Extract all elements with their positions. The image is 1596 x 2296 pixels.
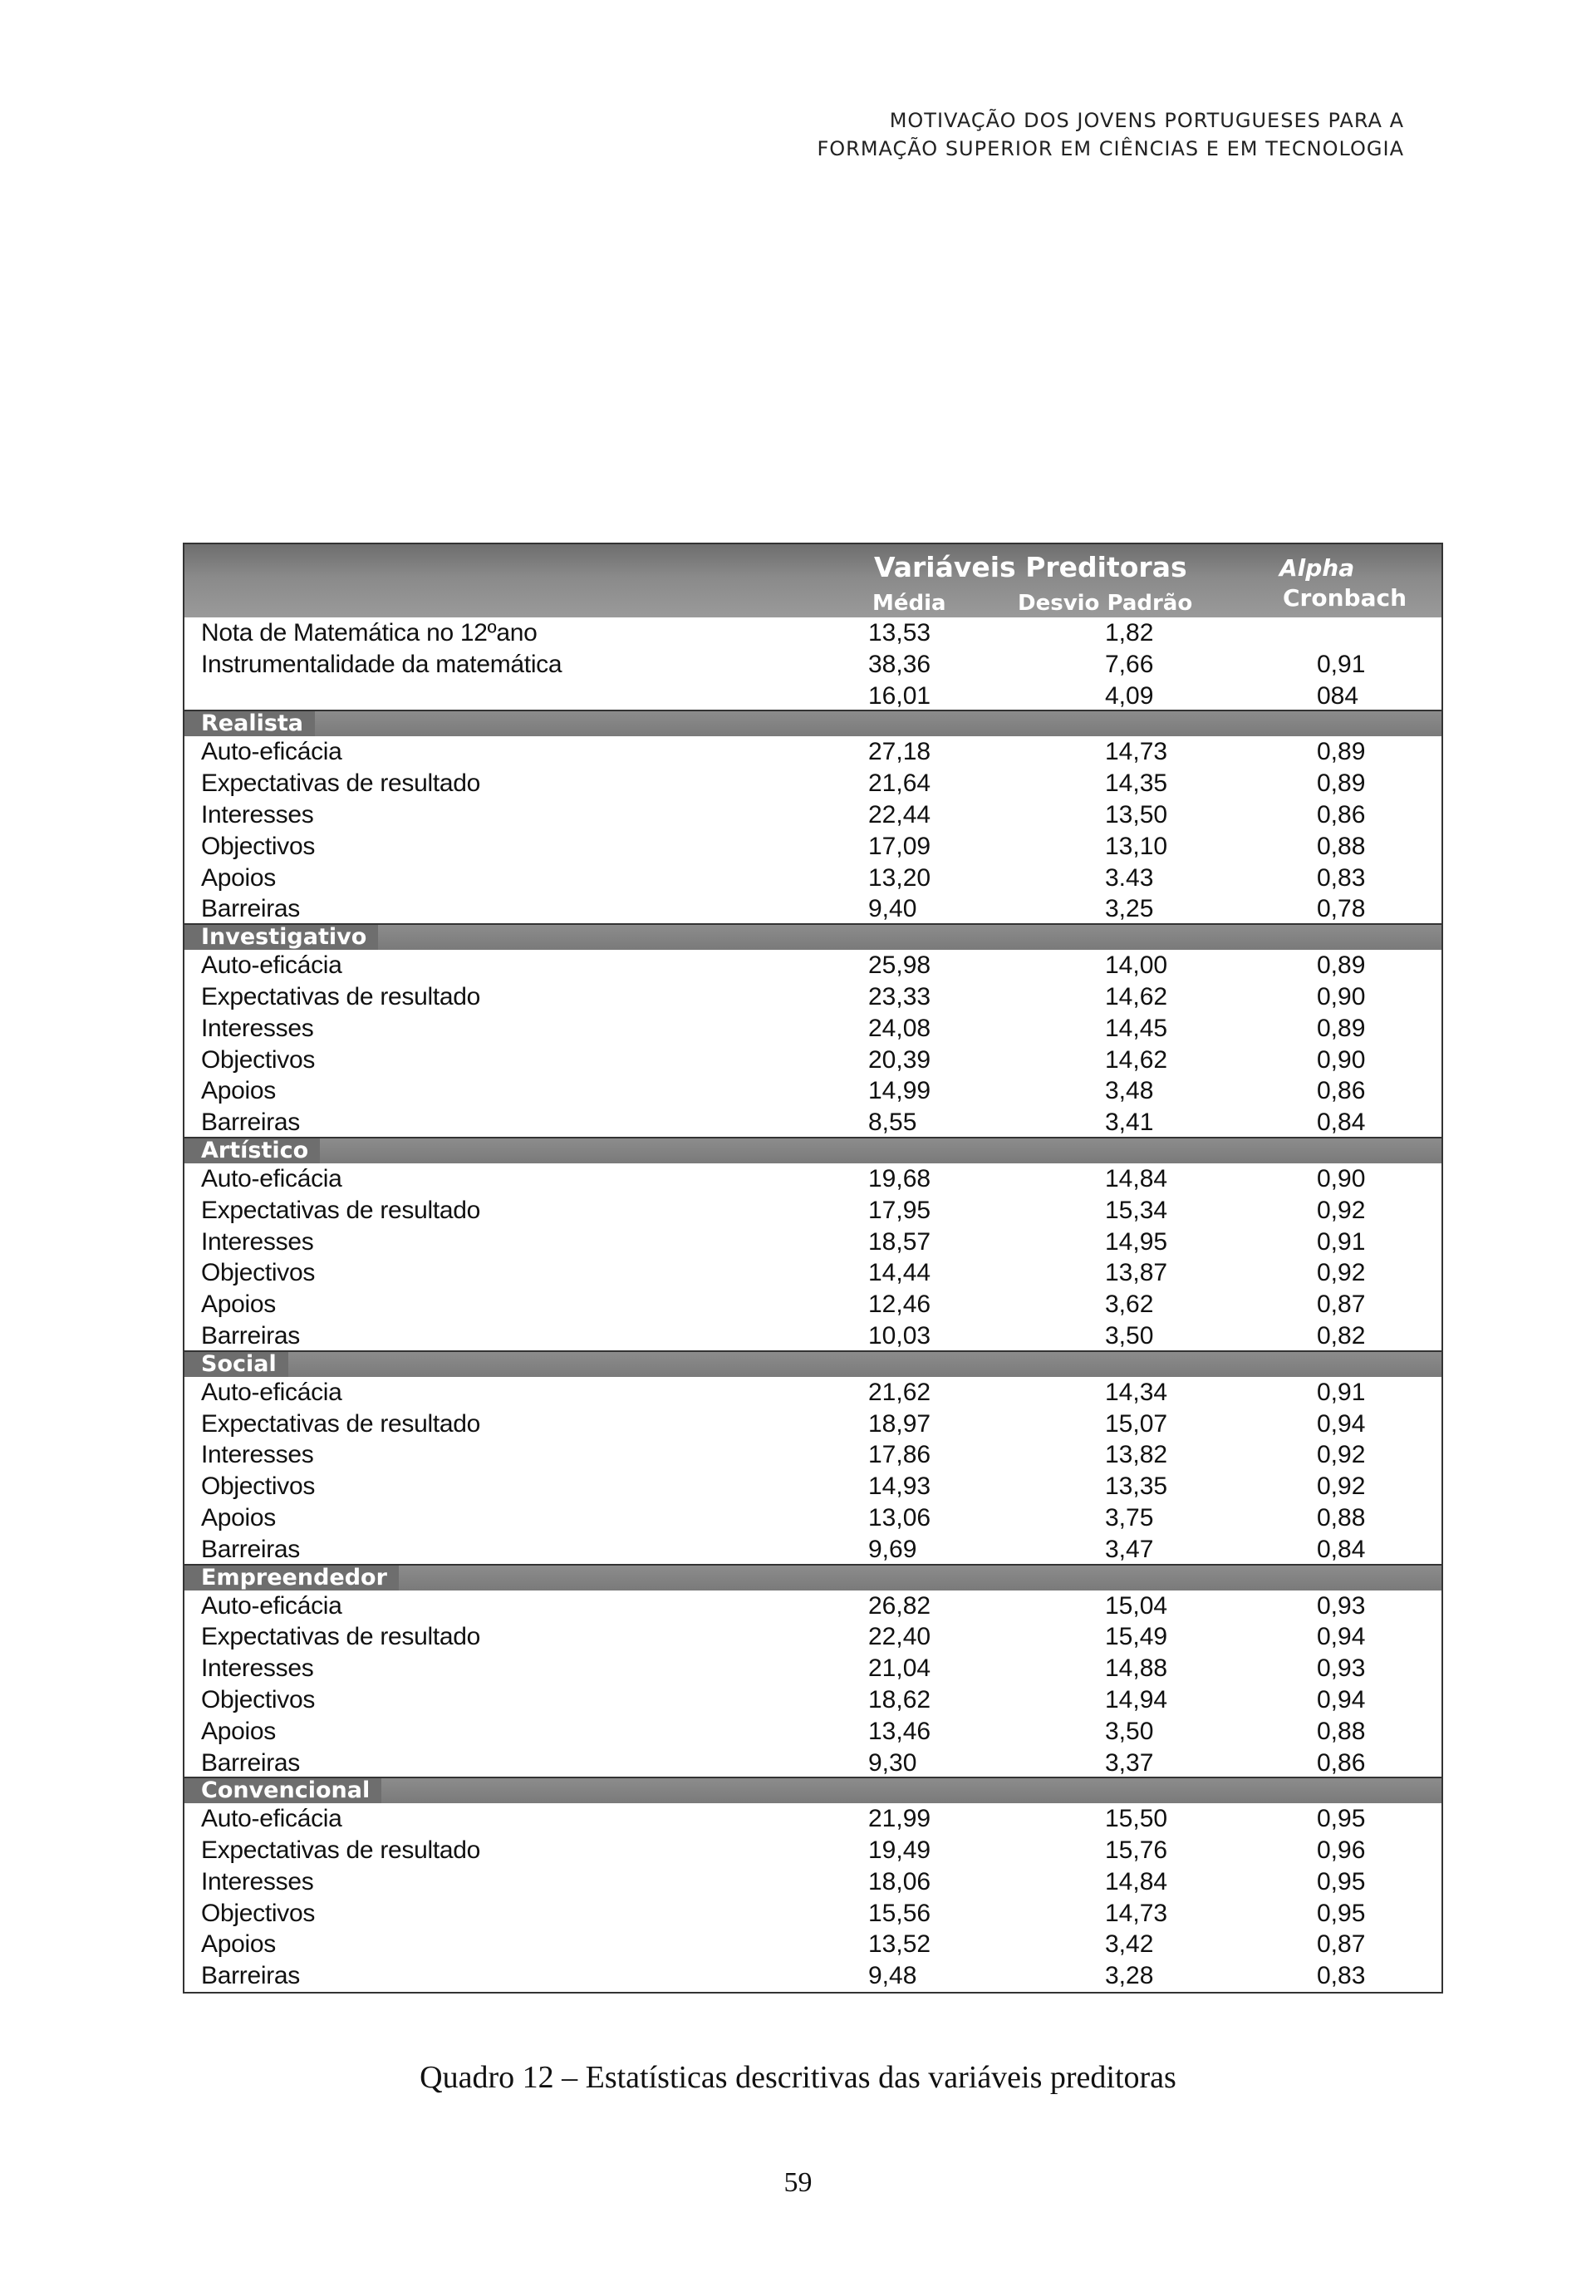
cell-media: 18,62 xyxy=(868,1685,931,1713)
table-row xyxy=(184,1534,1441,1566)
cell-alpha-cronbach: 0,84 xyxy=(1317,1535,1366,1563)
cell-alpha-cronbach: 0,87 xyxy=(1317,1930,1366,1959)
cell-alpha-cronbach: 0,89 xyxy=(1317,1014,1366,1042)
row-label: Interesses xyxy=(201,1654,314,1683)
row-label: Auto-eficácia xyxy=(201,951,342,980)
cell-desvio-padrao: 3,62 xyxy=(1105,1291,1154,1319)
cell-alpha-cronbach: 0,91 xyxy=(1317,1227,1366,1256)
cell-alpha-cronbach: 0,82 xyxy=(1317,1321,1366,1350)
table-row xyxy=(184,1590,1441,1622)
cell-desvio-padrao: 3,50 xyxy=(1105,1321,1154,1350)
cell-alpha-cronbach: 0,95 xyxy=(1317,1899,1366,1927)
table-row xyxy=(184,893,1441,925)
cell-desvio-padrao: 13,10 xyxy=(1105,832,1168,860)
cell-media: 21,04 xyxy=(868,1654,931,1683)
cell-media: 13,06 xyxy=(868,1503,931,1531)
table-row xyxy=(184,1748,1441,1779)
cell-alpha-cronbach: 0,91 xyxy=(1317,650,1366,678)
cell-desvio-padrao: 13,50 xyxy=(1105,800,1168,828)
section-label: Realista xyxy=(184,711,315,736)
table-row xyxy=(184,1409,1441,1440)
row-label: Auto-eficácia xyxy=(201,1164,342,1192)
cell-alpha-cronbach: 0,92 xyxy=(1317,1196,1366,1224)
table-row xyxy=(184,863,1441,894)
table-row xyxy=(184,1898,1441,1930)
row-label: Interesses xyxy=(201,1441,314,1469)
cell-alpha-cronbach: 0,93 xyxy=(1317,1654,1366,1683)
row-label: Interesses xyxy=(201,1227,314,1256)
header-alpha: Alpha xyxy=(1279,554,1355,582)
row-label: Barreiras xyxy=(201,895,300,923)
cell-media: 24,08 xyxy=(868,1014,931,1042)
row-label: Expectativas de resultado xyxy=(201,1409,481,1438)
row-label: Auto-eficácia xyxy=(201,1591,342,1620)
table-row xyxy=(184,1163,1441,1195)
row-label: Apoios xyxy=(201,1077,276,1105)
cell-desvio-padrao: 3,25 xyxy=(1105,895,1154,923)
cell-media: 14,93 xyxy=(868,1472,931,1501)
page-number: 59 xyxy=(783,2167,813,2198)
table-row xyxy=(184,1013,1441,1045)
table-header xyxy=(184,544,1441,617)
cell-alpha-cronbach: 0,91 xyxy=(1317,1378,1366,1406)
cell-media: 16,01 xyxy=(868,681,931,710)
row-label: Auto-eficácia xyxy=(201,738,342,766)
row-label: Barreiras xyxy=(201,1109,300,1137)
row-label: Barreiras xyxy=(201,1748,300,1777)
cell-media: 22,44 xyxy=(868,800,931,828)
section-label: Investigativo xyxy=(184,925,378,950)
table-row xyxy=(184,1929,1441,1960)
cell-media: 23,33 xyxy=(868,982,931,1010)
section-label: Convencional xyxy=(184,1778,381,1803)
cell-media: 13,20 xyxy=(868,863,931,892)
cell-desvio-padrao: 3,42 xyxy=(1105,1930,1154,1959)
section-header xyxy=(184,1138,1441,1163)
cell-desvio-padrao: 15,07 xyxy=(1105,1409,1168,1438)
table-row xyxy=(184,681,1441,712)
cell-alpha-cronbach: 0,96 xyxy=(1317,1836,1366,1865)
cell-desvio-padrao: 14,95 xyxy=(1105,1227,1168,1256)
cell-media: 13,46 xyxy=(868,1717,931,1745)
row-label: Nota de Matemática no 12ºano xyxy=(201,619,538,647)
table-row xyxy=(184,1866,1441,1898)
row-label: Interesses xyxy=(201,1014,314,1042)
cell-desvio-padrao: 7,66 xyxy=(1105,650,1154,678)
cell-alpha-cronbach: 0,83 xyxy=(1317,1962,1366,1990)
cell-desvio-padrao: 3,37 xyxy=(1105,1748,1154,1777)
cell-media: 19,68 xyxy=(868,1164,931,1192)
cell-media: 27,18 xyxy=(868,738,931,766)
table-row xyxy=(184,768,1441,799)
cell-desvio-padrao: 3,47 xyxy=(1105,1535,1154,1563)
table-row xyxy=(184,1257,1441,1289)
cell-desvio-padrao: 15,50 xyxy=(1105,1805,1168,1833)
cell-media: 9,30 xyxy=(868,1748,917,1777)
section-header xyxy=(184,1352,1441,1377)
cell-desvio-padrao: 13,82 xyxy=(1105,1441,1168,1469)
table-row xyxy=(184,1803,1441,1835)
cell-media: 25,98 xyxy=(868,951,931,980)
cell-media: 17,09 xyxy=(868,832,931,860)
row-label: Expectativas de resultado xyxy=(201,1623,481,1651)
row-label: Barreiras xyxy=(201,1535,300,1563)
cell-alpha-cronbach: 0,94 xyxy=(1317,1685,1366,1713)
cell-desvio-padrao: 3,50 xyxy=(1105,1717,1154,1745)
cell-alpha-cronbach: 0,89 xyxy=(1317,951,1366,980)
row-label: Expectativas de resultado xyxy=(201,982,481,1010)
row-label: Apoios xyxy=(201,1930,276,1959)
table-row xyxy=(184,1377,1441,1409)
section-label: Social xyxy=(184,1352,288,1377)
table-row xyxy=(184,649,1441,681)
cell-desvio-padrao: 14,62 xyxy=(1105,1045,1168,1074)
table-row xyxy=(184,1320,1441,1352)
table-body xyxy=(184,617,1441,1992)
table-row xyxy=(184,1439,1441,1471)
cell-alpha-cronbach: 0,88 xyxy=(1317,832,1366,860)
header-desvio-padrao: Desvio Padrão xyxy=(1018,591,1193,616)
table-row xyxy=(184,981,1441,1013)
table-row xyxy=(184,1684,1441,1716)
table-row xyxy=(184,1107,1441,1138)
table-row xyxy=(184,831,1441,863)
cell-alpha-cronbach: 0,90 xyxy=(1317,1164,1366,1192)
cell-desvio-padrao: 14,34 xyxy=(1105,1378,1168,1406)
table-row xyxy=(184,950,1441,981)
row-label: Apoios xyxy=(201,1717,276,1745)
cell-alpha-cronbach: 0,89 xyxy=(1317,769,1366,798)
table-row xyxy=(184,1653,1441,1684)
cell-desvio-padrao: 3,41 xyxy=(1105,1109,1154,1137)
row-label: Apoios xyxy=(201,863,276,892)
table-row xyxy=(184,1227,1441,1258)
cell-media: 13,53 xyxy=(868,619,931,647)
table-row xyxy=(184,617,1441,649)
row-label: Objectivos xyxy=(201,1899,316,1927)
cell-alpha-cronbach: 0,92 xyxy=(1317,1472,1366,1501)
table-row xyxy=(184,1075,1441,1107)
row-label: Interesses xyxy=(201,1867,314,1895)
cell-media: 18,06 xyxy=(868,1867,931,1895)
cell-desvio-padrao: 13,87 xyxy=(1105,1259,1168,1287)
cell-desvio-padrao: 15,04 xyxy=(1105,1591,1168,1620)
row-label: Apoios xyxy=(201,1503,276,1531)
row-label: Objectivos xyxy=(201,832,316,860)
running-header xyxy=(498,106,1404,163)
table-caption: Quadro 12 – Estatísticas descritivas das variáveis preditoras xyxy=(420,2060,1176,2095)
cell-media: 14,99 xyxy=(868,1077,931,1105)
row-label: Auto-eficácia xyxy=(201,1378,342,1406)
header-variaveis-preditoras: Variáveis Preditoras xyxy=(874,551,1187,583)
cell-alpha-cronbach: 0,92 xyxy=(1317,1441,1366,1469)
cell-desvio-padrao: 14,35 xyxy=(1105,769,1168,798)
row-label: Auto-eficácia xyxy=(201,1805,342,1833)
cell-alpha-cronbach: 0,94 xyxy=(1317,1623,1366,1651)
cell-alpha-cronbach: 084 xyxy=(1317,681,1359,710)
row-label: Barreiras xyxy=(201,1321,300,1350)
cell-alpha-cronbach: 0,83 xyxy=(1317,863,1366,892)
table-row xyxy=(184,799,1441,831)
cell-desvio-padrao: 3,28 xyxy=(1105,1962,1154,1990)
cell-alpha-cronbach: 0,84 xyxy=(1317,1109,1366,1137)
cell-media: 13,52 xyxy=(868,1930,931,1959)
table-row xyxy=(184,1716,1441,1748)
cell-media: 17,95 xyxy=(868,1196,931,1224)
table-row xyxy=(184,1045,1441,1076)
table-row xyxy=(184,1835,1441,1866)
cell-media: 8,55 xyxy=(868,1109,917,1137)
cell-desvio-padrao: 14,88 xyxy=(1105,1654,1168,1683)
cell-media: 20,39 xyxy=(868,1045,931,1074)
cell-desvio-padrao: 14,62 xyxy=(1105,982,1168,1010)
cell-media: 26,82 xyxy=(868,1591,931,1620)
cell-media: 12,46 xyxy=(868,1291,931,1319)
table-row xyxy=(184,1502,1441,1534)
cell-media: 17,86 xyxy=(868,1441,931,1469)
cell-media: 21,64 xyxy=(868,769,931,798)
cell-alpha-cronbach: 0,88 xyxy=(1317,1717,1366,1745)
running-header-line-1: MOTIVAÇÃO DOS JOVENS PORTUGUESES PARA A xyxy=(889,109,1404,132)
row-label: Objectivos xyxy=(201,1685,316,1713)
cell-alpha-cronbach: 0,95 xyxy=(1317,1805,1366,1833)
descriptive-statistics-table xyxy=(183,543,1443,1994)
cell-desvio-padrao: 3.43 xyxy=(1105,863,1154,892)
table-row xyxy=(184,1960,1441,1992)
table-row xyxy=(184,1471,1441,1502)
cell-alpha-cronbach: 0,87 xyxy=(1317,1291,1366,1319)
cell-desvio-padrao: 1,82 xyxy=(1105,619,1154,647)
cell-desvio-padrao: 13,35 xyxy=(1105,1472,1168,1501)
cell-media: 18,57 xyxy=(868,1227,931,1256)
cell-media: 38,36 xyxy=(868,650,931,678)
table-row xyxy=(184,1289,1441,1320)
row-label: Objectivos xyxy=(201,1259,316,1287)
cell-media: 19,49 xyxy=(868,1836,931,1865)
cell-media: 9,40 xyxy=(868,895,917,923)
cell-desvio-padrao: 15,34 xyxy=(1105,1196,1168,1224)
cell-media: 15,56 xyxy=(868,1899,931,1927)
cell-alpha-cronbach: 0,89 xyxy=(1317,738,1366,766)
header-cronbach: Cronbach xyxy=(1283,584,1407,612)
section-header xyxy=(184,1566,1441,1590)
cell-alpha-cronbach: 0,86 xyxy=(1317,1748,1366,1777)
cell-desvio-padrao: 14,73 xyxy=(1105,1899,1168,1927)
cell-alpha-cronbach: 0,92 xyxy=(1317,1259,1366,1287)
cell-desvio-padrao: 15,49 xyxy=(1105,1623,1168,1651)
header-media: Média xyxy=(872,591,946,616)
row-label: Objectivos xyxy=(201,1045,316,1074)
cell-alpha-cronbach: 0,90 xyxy=(1317,1045,1366,1074)
section-label: Artístico xyxy=(184,1138,320,1163)
cell-media: 10,03 xyxy=(868,1321,931,1350)
cell-alpha-cronbach: 0,93 xyxy=(1317,1591,1366,1620)
cell-desvio-padrao: 3,48 xyxy=(1105,1077,1154,1105)
table-row xyxy=(184,1621,1441,1653)
cell-alpha-cronbach: 0,90 xyxy=(1317,982,1366,1010)
cell-alpha-cronbach: 0,78 xyxy=(1317,895,1366,923)
cell-desvio-padrao: 15,76 xyxy=(1105,1836,1168,1865)
table-row xyxy=(184,736,1441,768)
row-label: Expectativas de resultado xyxy=(201,1836,481,1865)
cell-media: 18,97 xyxy=(868,1409,931,1438)
cell-media: 21,62 xyxy=(868,1378,931,1406)
cell-alpha-cronbach: 0,86 xyxy=(1317,800,1366,828)
row-label: Expectativas de resultado xyxy=(201,769,481,798)
cell-desvio-padrao: 3,75 xyxy=(1105,1503,1154,1531)
cell-media: 21,99 xyxy=(868,1805,931,1833)
section-label: Empreendedor xyxy=(184,1566,399,1590)
section-header xyxy=(184,1778,1441,1803)
cell-desvio-padrao: 14,73 xyxy=(1105,738,1168,766)
cell-media: 22,40 xyxy=(868,1623,931,1651)
section-header xyxy=(184,711,1441,736)
row-label: Instrumentalidade da matemática xyxy=(201,650,562,678)
cell-alpha-cronbach: 0,95 xyxy=(1317,1867,1366,1895)
cell-media: 9,48 xyxy=(868,1962,917,1990)
row-label: Barreiras xyxy=(201,1962,300,1990)
row-label: Interesses xyxy=(201,800,314,828)
cell-desvio-padrao: 14,84 xyxy=(1105,1164,1168,1192)
running-header-line-2: FORMAÇÃO SUPERIOR EM CIÊNCIAS E EM TECNOLOGIA xyxy=(817,137,1404,160)
cell-media: 14,44 xyxy=(868,1259,931,1287)
cell-desvio-padrao: 14,94 xyxy=(1105,1685,1168,1713)
cell-desvio-padrao: 14,45 xyxy=(1105,1014,1168,1042)
section-header xyxy=(184,925,1441,950)
cell-desvio-padrao: 14,84 xyxy=(1105,1867,1168,1895)
row-label: Expectativas de resultado xyxy=(201,1196,481,1224)
cell-alpha-cronbach: 0,86 xyxy=(1317,1077,1366,1105)
cell-alpha-cronbach: 0,94 xyxy=(1317,1409,1366,1438)
cell-alpha-cronbach: 0,88 xyxy=(1317,1503,1366,1531)
row-label: Apoios xyxy=(201,1291,276,1319)
table-row xyxy=(184,1195,1441,1227)
row-label: Objectivos xyxy=(201,1472,316,1501)
cell-desvio-padrao: 14,00 xyxy=(1105,951,1168,980)
cell-media: 9,69 xyxy=(868,1535,917,1563)
cell-desvio-padrao: 4,09 xyxy=(1105,681,1154,710)
